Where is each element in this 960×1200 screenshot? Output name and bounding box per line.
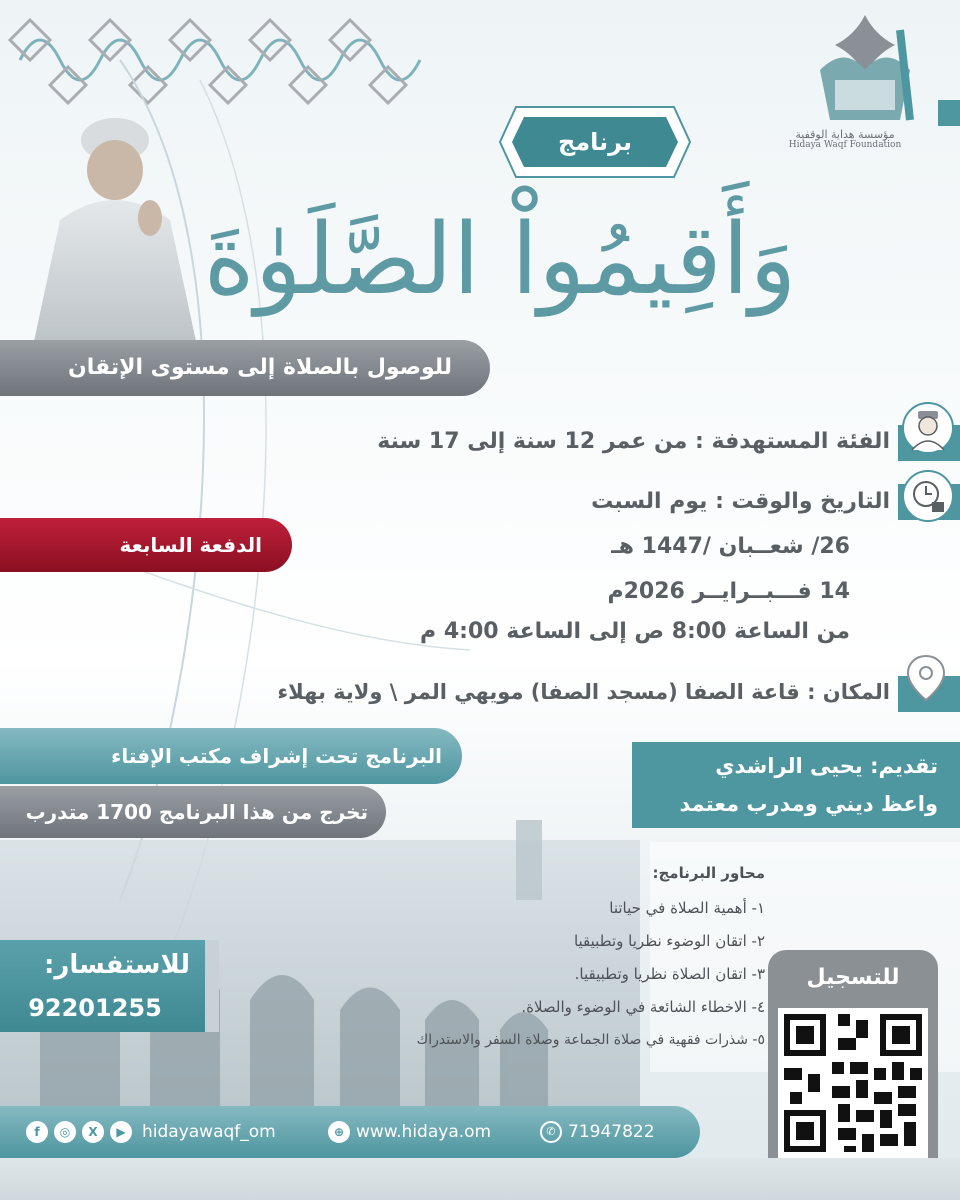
- graduates-text: تخرج من هذا البرنامج 1700 متدرب: [25, 800, 368, 824]
- youtube-icon[interactable]: ▶: [110, 1121, 132, 1143]
- topic-item: ٣- اتقان الصلاة نظريا وتطبيقيا.: [574, 965, 765, 983]
- footer-strip: [0, 1158, 960, 1200]
- instagram-icon[interactable]: ◎: [54, 1121, 76, 1143]
- supervision-text: البرنامج تحت إشراف مكتب الإفتاء: [111, 744, 442, 768]
- topic-item: ٢- اتقان الوضوء نظريا وتطبيقيا: [573, 932, 765, 950]
- register-label: للتسجيل: [806, 965, 900, 990]
- social-handle[interactable]: hidayawaqf_om: [142, 1122, 276, 1142]
- facebook-icon[interactable]: f: [26, 1121, 48, 1143]
- logo-name-english: Hidaya Waqf Foundation: [788, 140, 902, 150]
- inquiry-label: للاستفسار:: [44, 950, 190, 980]
- location-pin-icon: [900, 652, 952, 704]
- topic-item: ١- أهمية الصلاة في حياتنا: [609, 899, 765, 917]
- topic-item: ٥- شذرات فقهية في صلاة الجماعة وصلاة السفر والاستدراك: [416, 1032, 765, 1048]
- topic-item: ٤- الاخطاء الشائعة في الوضوء والصلاة.: [521, 998, 765, 1016]
- location: المكان : قاعة الصفا (مسجد الصفا) مويهي المر \ ولاية بهلاء: [277, 680, 890, 704]
- phone-icon: ✆: [540, 1121, 562, 1143]
- person-icon: [902, 402, 954, 454]
- qr-code-icon[interactable]: [778, 1008, 928, 1158]
- presenter-title: واعظ ديني ومدرب معتمد: [679, 792, 938, 816]
- topics-title: محاور البرنامج:: [652, 864, 765, 882]
- website-link[interactable]: www.hidaya.om: [356, 1122, 492, 1142]
- target-group: الفئة المستهدفة : من عمر 12 سنة إلى 17 سنة: [377, 429, 890, 454]
- clock-icon: [902, 470, 954, 522]
- subtitle-text: للوصول بالصلاة إلى مستوى الإتقان: [67, 355, 452, 380]
- decorative-pattern: [0, 0, 440, 110]
- logo-accent-bar: [938, 100, 960, 126]
- globe-icon: ⊕: [328, 1121, 350, 1143]
- main-title: وَأَقِيمُواْ الصَّلَوٰةَ: [203, 203, 797, 317]
- footer-phone[interactable]: 71947822: [568, 1122, 655, 1142]
- datetime-line-1: التاريخ والوقت : يوم السبت: [591, 489, 890, 514]
- program-label: برنامج: [557, 128, 633, 156]
- inquiry-phone[interactable]: 92201255: [28, 994, 162, 1022]
- x-icon[interactable]: X: [82, 1121, 104, 1143]
- logo-name-arabic: مؤسسة هداية الوقفية: [795, 128, 895, 141]
- datetime-line-4: من الساعة 8:00 ص إلى الساعة 4:00 م: [420, 619, 850, 644]
- datetime-line-3: 14 فـــبــرايــر 2026م: [607, 579, 850, 604]
- presenter-name: تقديم: يحيى الراشدي: [715, 754, 938, 778]
- inquiry-box-edge: [205, 940, 219, 1032]
- datetime-line-2: 26/ شعــبان /1447 هـ: [611, 534, 850, 559]
- batch-label: الدفعة السابعة: [119, 533, 262, 557]
